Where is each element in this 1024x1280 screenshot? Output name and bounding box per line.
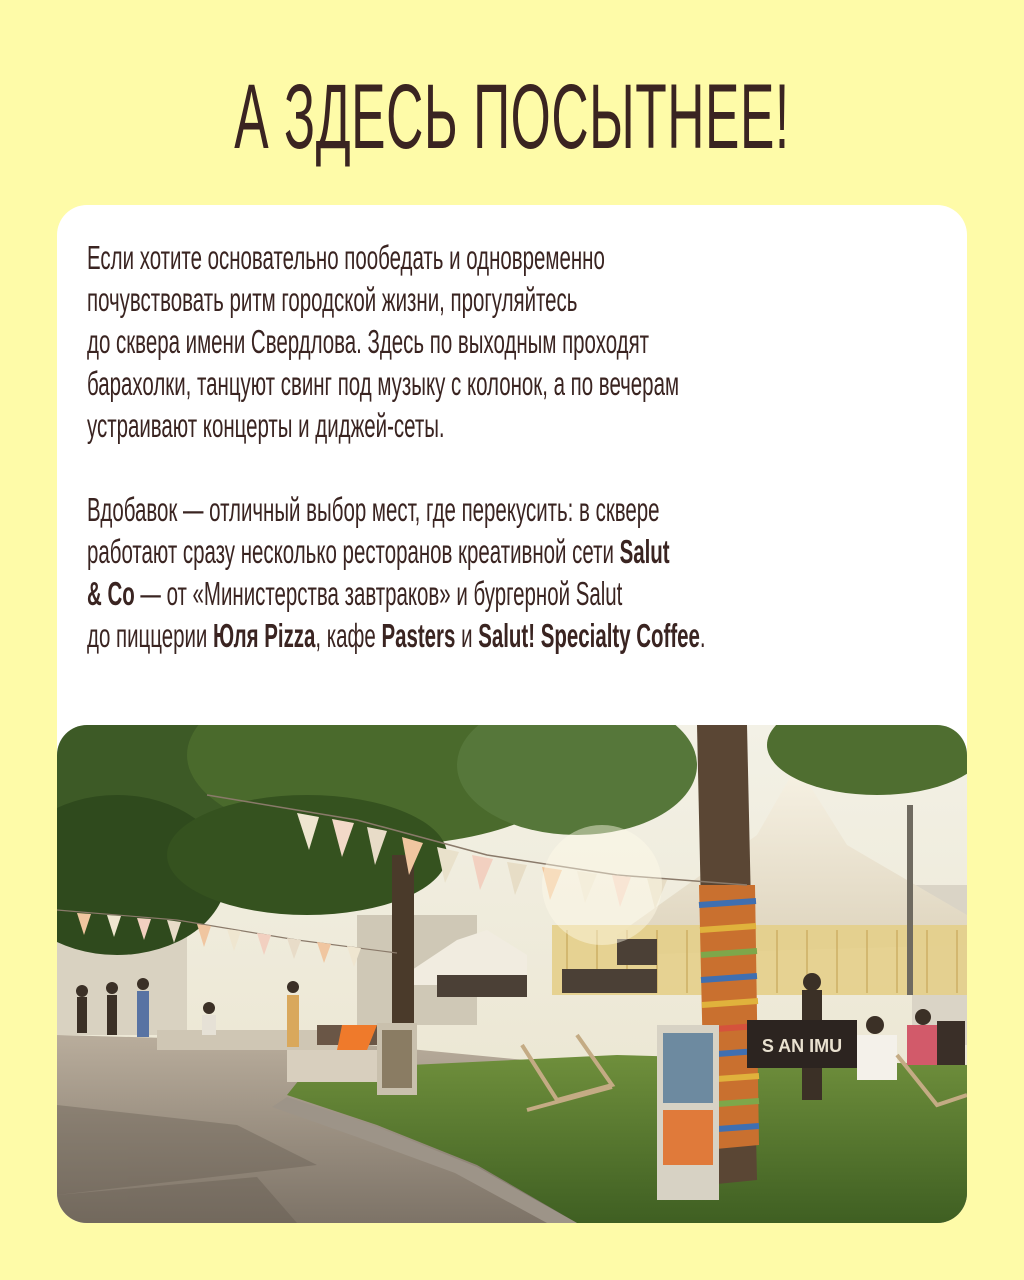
text-fragment: и (455, 617, 479, 654)
sun-glare (542, 825, 662, 945)
utility-pole (907, 805, 913, 995)
text-line: почувствовать ритм городской жизни, прогуляйтесь (87, 281, 578, 318)
paragraph-intro (87, 237, 930, 447)
text-fragment: — от «Министерства завтраков» и бургерной Salut (134, 575, 623, 612)
text-line: барахолки, танцуют свинг под музыку с колонок, а по вечерам (87, 365, 680, 402)
poster-stand (657, 1025, 719, 1200)
article-text (87, 237, 930, 657)
text-line: Если хотите основательно пообедать и одновременно (87, 239, 605, 276)
park-scene-illustration (57, 725, 967, 1223)
paragraph-food (87, 489, 930, 657)
brand-name: Salut! Specialty Coffee (478, 617, 700, 654)
text-line: до сквера имени Свердлова. Здесь по выходным проходят (87, 323, 650, 360)
text-fragment: работают сразу несколько ресторанов креативной сети (87, 533, 620, 570)
text-fragment: , кафе (315, 617, 382, 654)
poster-stand (377, 1023, 417, 1095)
brand-name: Salut (619, 533, 670, 570)
brand-name: & Co (87, 575, 135, 612)
tent-sign-text: S AN IMU (761, 1036, 843, 1056)
page-title: А ЗДЕСЬ ПОСЫТНЕЕ! (234, 66, 790, 168)
park-photo (57, 725, 967, 1223)
brand-name: Юля Pizza (213, 617, 316, 654)
text-fragment: . (699, 617, 706, 654)
text-line: Вдобавок — отличный выбор мест, где перекусить: в сквере (87, 491, 660, 528)
text-fragment: до пиццерии (87, 617, 214, 654)
brand-name: Pasters (381, 617, 456, 654)
text-line: устраивают концерты и диджей-сеты. (87, 407, 445, 444)
content-card (57, 205, 967, 1223)
